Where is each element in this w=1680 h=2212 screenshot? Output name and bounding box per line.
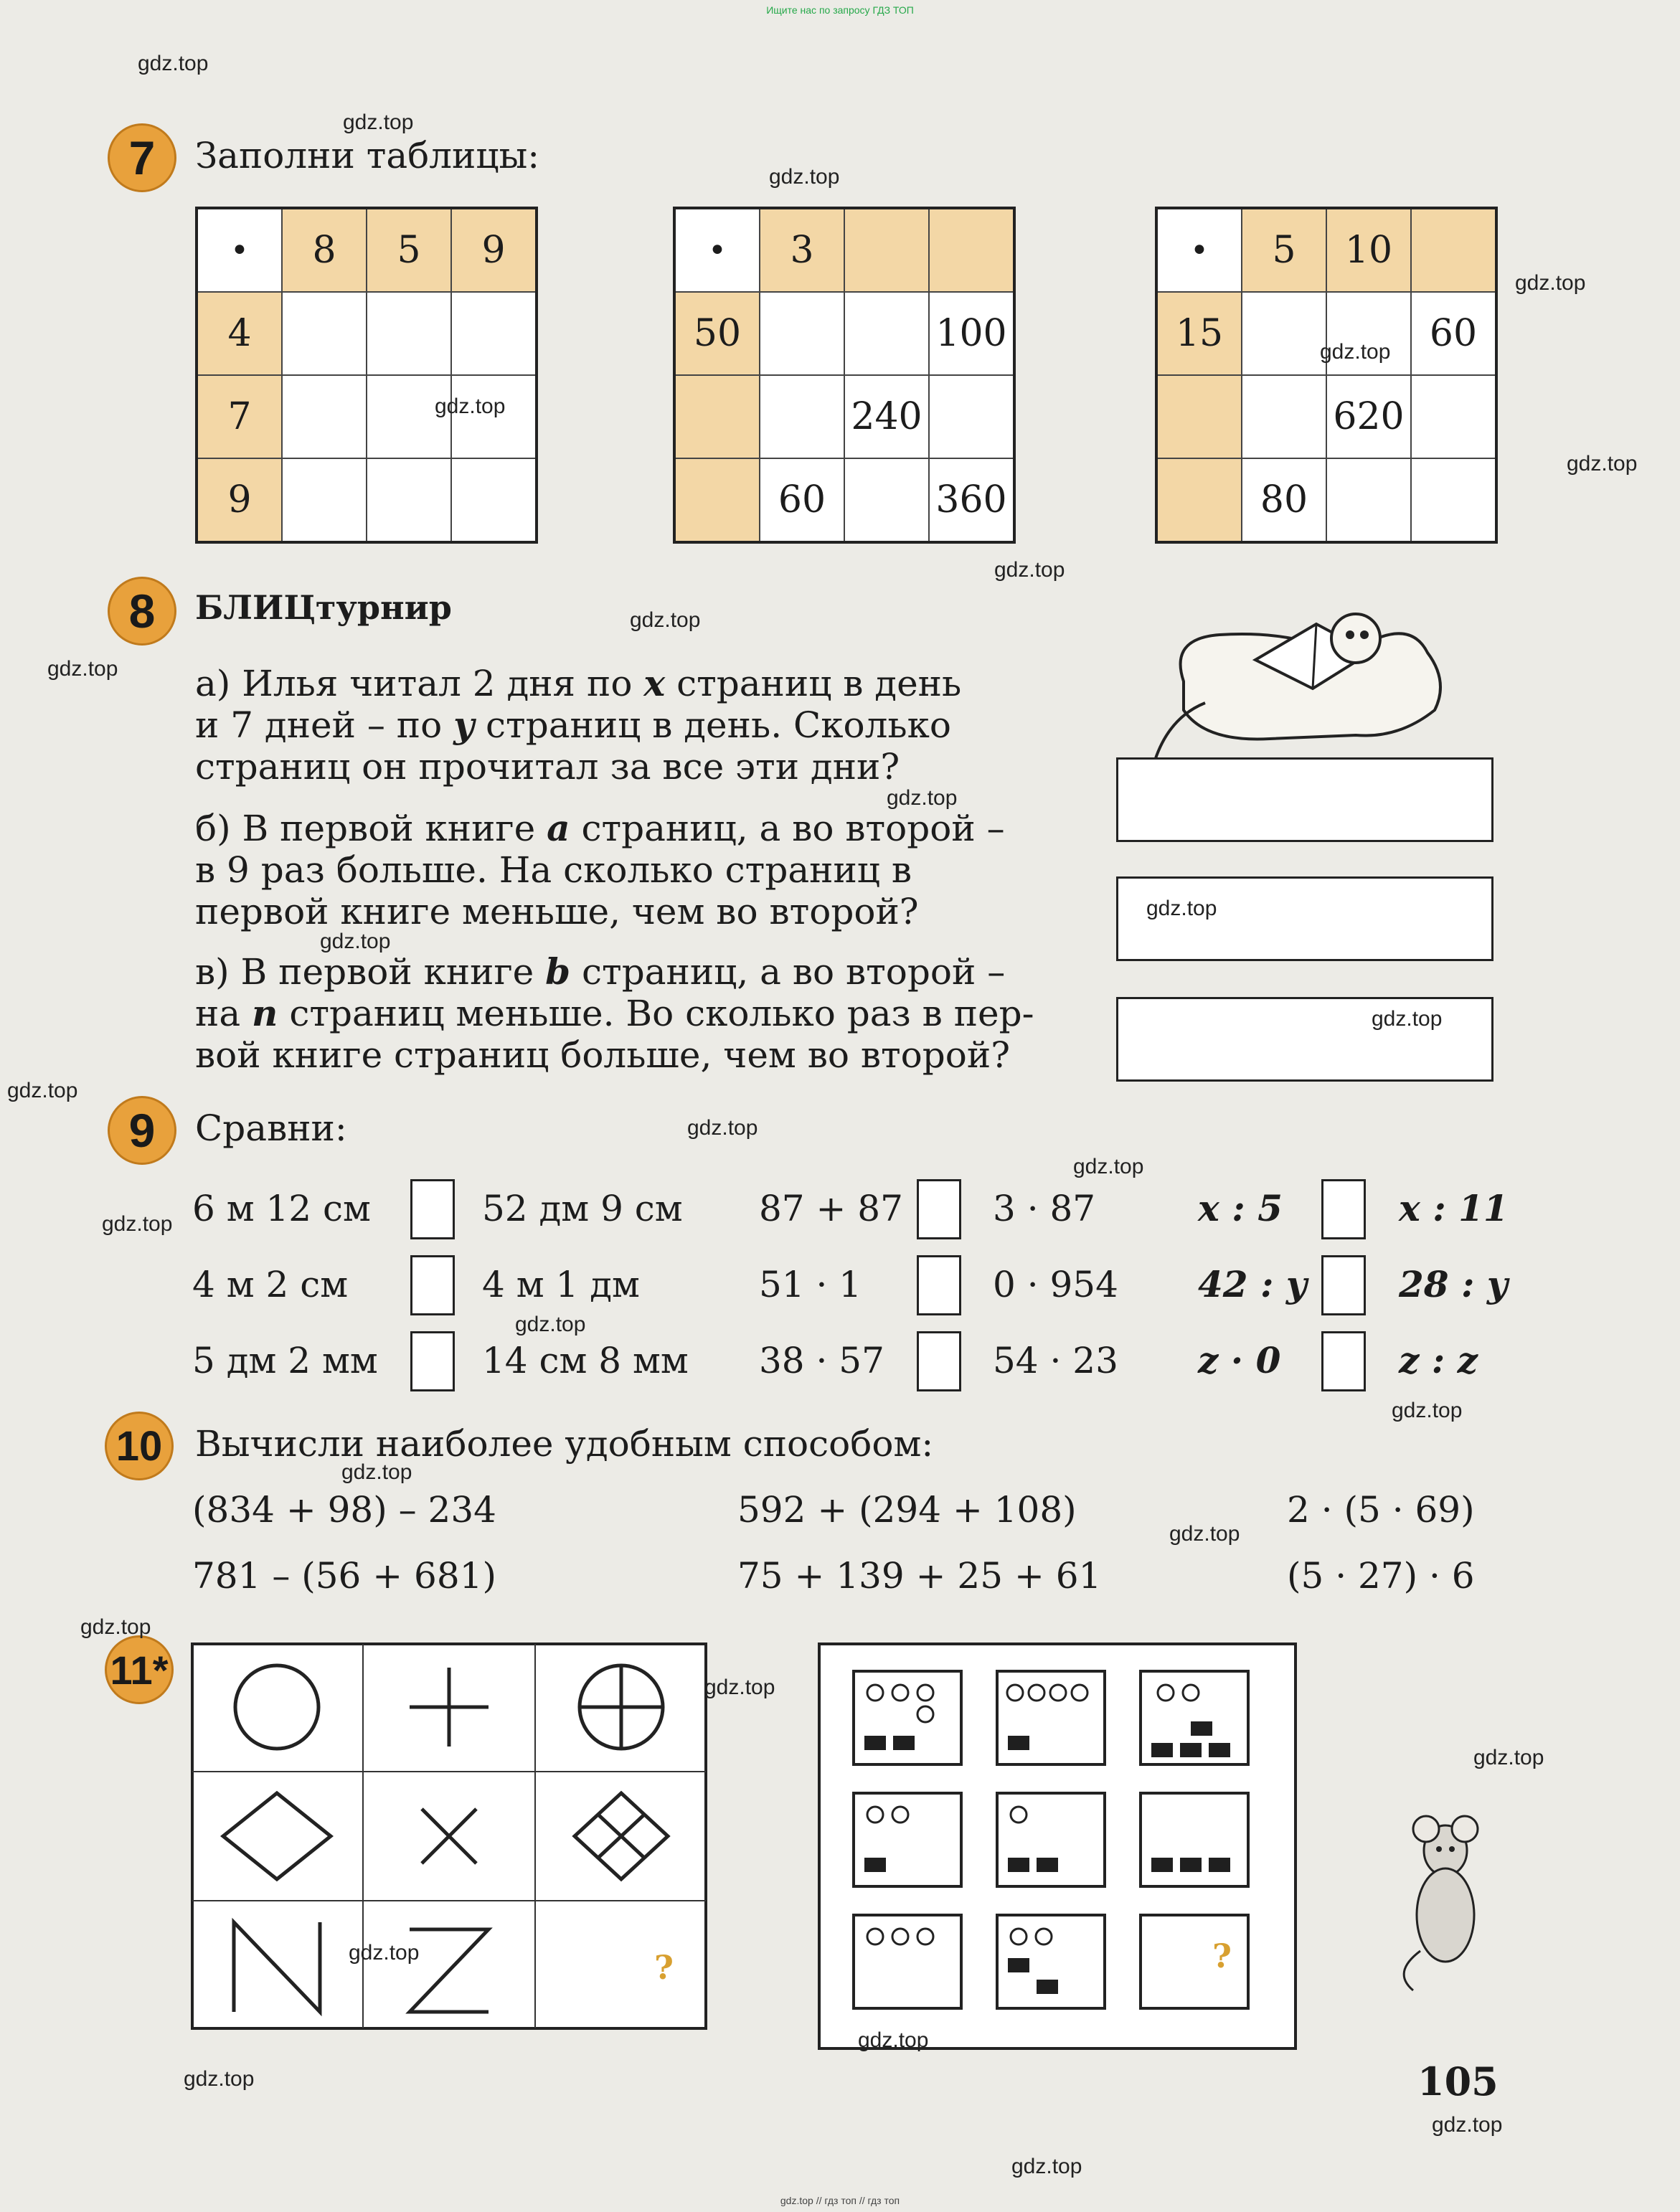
text-run: страниц, а во второй – (581, 808, 1005, 849)
header-note: Ищите нас по запросу ГДЗ ТОП (766, 4, 914, 16)
task-8c-line-2 (195, 993, 1034, 1034)
question-mark: ? (1212, 1937, 1232, 1975)
task-10-badge: 10 (105, 1412, 174, 1480)
watermark: gdz.top (1473, 1746, 1544, 1769)
watermark: gdz.top (1392, 1399, 1463, 1422)
task-7-table-1 (195, 207, 538, 544)
text-run: в) В первой книге (195, 951, 534, 993)
task-8c-line-3: вой книге страниц больше, чем во второй? (195, 1034, 1011, 1076)
table-header-cell: 10 (1326, 208, 1411, 292)
watermark: gdz.top (7, 1079, 78, 1102)
table-cell: 360 (929, 458, 1014, 542)
task-8b-line-2: в 9 раз больше. На сколько страниц в (195, 849, 912, 891)
dots-pattern-cells (818, 1643, 1297, 2050)
table-cell[interactable] (760, 375, 844, 458)
text-run: б) В первой книге (195, 808, 536, 849)
table-header-cell[interactable] (844, 208, 929, 292)
watermark: gdz.top (1372, 1007, 1443, 1031)
watermark: gdz.top (80, 1615, 151, 1639)
watermark: gdz.top (1432, 2113, 1503, 2137)
watermark: gdz.top (1515, 271, 1586, 295)
table-cell[interactable] (1242, 292, 1326, 375)
compare-left-1: 6 м 12 см (192, 1188, 371, 1229)
task-8a-line-1 (195, 663, 961, 704)
watermark: gdz.top (341, 1460, 412, 1484)
watermark: gdz.top (1146, 897, 1217, 920)
compare-right-1: 14 см 8 мм (482, 1340, 689, 1381)
watermark: gdz.top (515, 1313, 586, 1336)
table-corner: • (1156, 208, 1242, 292)
page-number: 105 (1417, 2059, 1499, 2104)
compare-left-2: 38 · 57 (759, 1340, 884, 1381)
text-run: страниц меньше. Во сколько раз в пер- (289, 993, 1034, 1034)
task-7-title: Заполни таблицы: (195, 135, 540, 176)
watermark: gdz.top (47, 657, 118, 681)
variable: y (453, 704, 475, 746)
table-row-header: 4 (197, 292, 282, 375)
table-row-header: 50 (674, 292, 760, 375)
watermark: gdz.top (138, 52, 209, 75)
table-cell[interactable] (1242, 375, 1326, 458)
shape-pattern-grid (191, 1643, 707, 2030)
table-cell: 240 (844, 375, 929, 458)
watermark: gdz.top (320, 930, 391, 953)
watermark: gdz.top (1320, 340, 1391, 364)
compare-left-1: 4 м 2 см (192, 1264, 349, 1305)
table-header-cell: 9 (451, 208, 537, 292)
task-10-title: Вычисли наиболее удобным способом: (195, 1423, 934, 1465)
table-cell[interactable] (451, 292, 537, 375)
compare-right-2: 54 · 23 (993, 1340, 1118, 1381)
table-row-header[interactable] (1156, 375, 1242, 458)
compare-right-3: z : z (1399, 1339, 1478, 1381)
table-cell[interactable]: 80 (1242, 458, 1326, 542)
compare-right-1: 52 дм 9 см (482, 1188, 683, 1229)
table-header-cell: 5 (1242, 208, 1326, 292)
task-9-title: Сравни: (195, 1107, 347, 1149)
table-cell: 620 (1326, 375, 1411, 458)
table-header-cell: 8 (282, 208, 367, 292)
task-7-table-3 (1155, 207, 1498, 544)
question-mark: ? (654, 1948, 674, 1987)
text-run: страниц, а во второй – (582, 951, 1006, 993)
compare-box[interactable] (917, 1331, 961, 1391)
compare-right-3: x : 11 (1399, 1187, 1509, 1229)
watermark: gdz.top (994, 558, 1065, 582)
expression: 75 + 139 + 25 + 61 (737, 1555, 1102, 1597)
task-8-title: БЛИЦтурнир (195, 588, 452, 627)
table-header-cell: 3 (760, 208, 844, 292)
compare-box[interactable] (1321, 1179, 1366, 1239)
table-corner: • (674, 208, 760, 292)
text-run: на (195, 993, 241, 1034)
compare-box[interactable] (1321, 1255, 1366, 1315)
watermark: gdz.top (1567, 452, 1638, 476)
task-8-badge: 8 (108, 577, 176, 646)
watermark: gdz.top (349, 1941, 420, 1965)
table-header-cell[interactable] (929, 208, 1014, 292)
table-corner: • (197, 208, 282, 292)
task-8b-line-1 (195, 808, 1005, 849)
table-cell[interactable] (1411, 458, 1496, 542)
compare-box[interactable] (917, 1179, 961, 1239)
compare-right-3: 28 : y (1399, 1263, 1508, 1305)
table-cell[interactable] (282, 375, 367, 458)
mouse-illustration (1392, 1807, 1499, 1994)
table-header-cell[interactable] (1411, 208, 1496, 292)
text-run: страниц в день (676, 663, 962, 704)
table-cell[interactable] (367, 458, 451, 542)
task-9-badge: 9 (108, 1096, 176, 1165)
watermark: gdz.top (687, 1116, 758, 1140)
table-cell: 100 (929, 292, 1014, 375)
table-cell: 60 (760, 458, 844, 542)
compare-right-2: 3 · 87 (993, 1188, 1096, 1229)
table-header-cell: 5 (367, 208, 451, 292)
watermark: gdz.top (704, 1675, 775, 1699)
table-row-header: 9 (197, 458, 282, 542)
variable: n (252, 992, 278, 1034)
table-cell[interactable] (282, 458, 367, 542)
watermark: gdz.top (184, 2067, 255, 2091)
compare-left-3: z · 0 (1198, 1339, 1281, 1381)
table-cell[interactable] (1326, 458, 1411, 542)
reading-character-illustration (1141, 595, 1499, 760)
compare-left-2: 87 + 87 (759, 1188, 903, 1229)
table-cell[interactable] (282, 292, 367, 375)
footer-note: gdz.top // гдз топ // гдз топ (780, 2195, 900, 2206)
watermark: gdz.top (769, 165, 840, 189)
variable: a (547, 807, 570, 849)
table-cell[interactable] (844, 458, 929, 542)
expression: (834 + 98) – 234 (192, 1489, 496, 1531)
expression: 781 – (56 + 681) (192, 1555, 496, 1597)
watermark: gdz.top (435, 394, 506, 418)
text-run: а) Илья читал 2 дня по (195, 663, 633, 704)
table-row-header[interactable] (674, 458, 760, 542)
task-8a-line-3: страниц он прочитал за все эти дни? (195, 746, 900, 788)
watermark: gdz.top (887, 786, 958, 810)
expression: 592 + (294 + 108) (737, 1489, 1077, 1531)
table-cell[interactable] (1411, 375, 1496, 458)
watermark: gdz.top (1073, 1155, 1144, 1178)
compare-box[interactable] (917, 1255, 961, 1315)
task-7-badge: 7 (108, 123, 176, 192)
table-row-header (1156, 458, 1242, 542)
watermark: gdz.top (630, 608, 701, 632)
compare-right-2: 0 · 954 (993, 1264, 1118, 1305)
table-cell[interactable] (844, 292, 929, 375)
compare-box[interactable] (1321, 1331, 1366, 1391)
compare-left-1: 5 дм 2 мм (192, 1340, 378, 1381)
compare-box[interactable] (410, 1255, 455, 1315)
compare-box[interactable] (410, 1331, 455, 1391)
variable: x (643, 662, 666, 704)
watermark: gdz.top (102, 1212, 173, 1236)
text-run: и 7 дней – по (195, 704, 443, 746)
table-cell[interactable] (367, 292, 451, 375)
compare-left-2: 51 · 1 (759, 1264, 862, 1305)
table-row-header: 15 (1156, 292, 1242, 375)
compare-left-3: 42 : y (1198, 1263, 1307, 1305)
table-row-header[interactable] (674, 375, 760, 458)
table-cell[interactable] (451, 458, 537, 542)
text-run: страниц в день. Сколько (486, 704, 951, 746)
task-8b-line-3: первой книге меньше, чем во второй? (195, 891, 919, 932)
expression: (5 · 27) · 6 (1287, 1555, 1475, 1597)
watermark: gdz.top (343, 110, 414, 134)
task-7-table-2 (673, 207, 1016, 544)
table-cell[interactable] (929, 375, 1014, 458)
compare-box[interactable] (410, 1179, 455, 1239)
watermark: gdz.top (1011, 2155, 1082, 2178)
task-8a-answer-box[interactable] (1116, 757, 1493, 842)
task-8a-line-2 (195, 704, 951, 746)
watermark: gdz.top (858, 2028, 929, 2052)
variable: b (545, 950, 571, 993)
table-row-header: 7 (197, 375, 282, 458)
expression: 2 · (5 · 69) (1287, 1489, 1475, 1531)
table-cell[interactable] (760, 292, 844, 375)
watermark: gdz.top (1169, 1522, 1240, 1546)
task-8c-line-1 (195, 951, 1005, 993)
compare-right-1: 4 м 1 дм (482, 1264, 640, 1305)
compare-left-3: x : 5 (1198, 1187, 1283, 1229)
table-cell: 60 (1411, 292, 1496, 375)
task-11-badge: 11* (105, 1635, 174, 1704)
